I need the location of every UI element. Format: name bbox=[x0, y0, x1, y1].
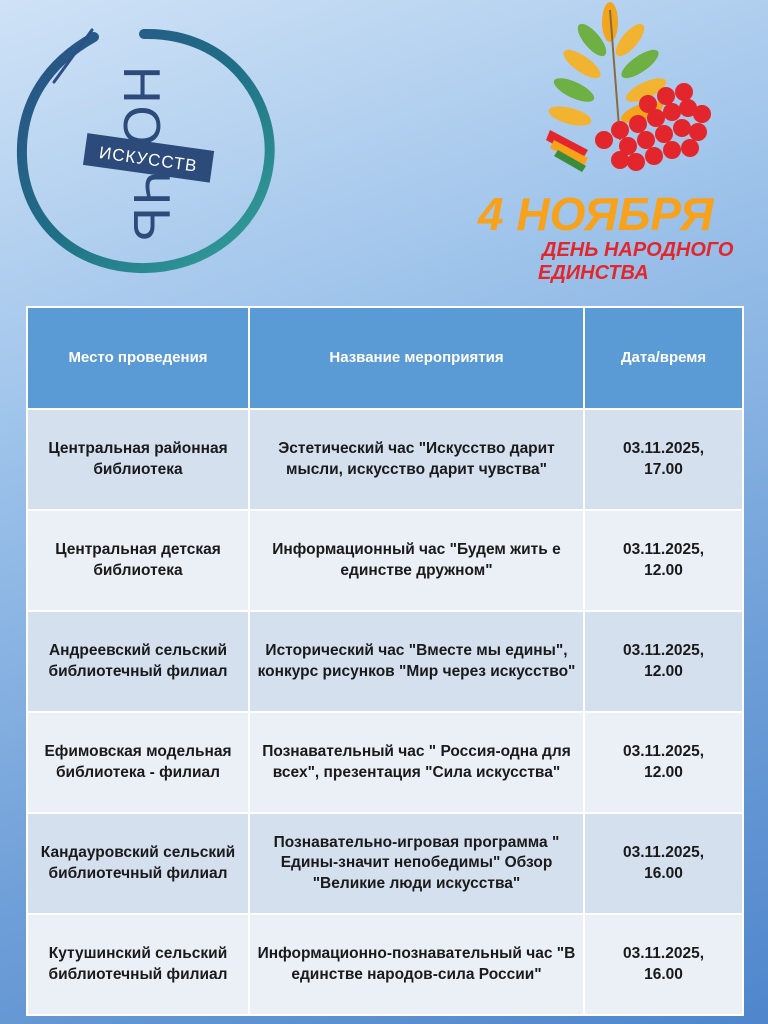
time-text: 17.00 bbox=[644, 460, 683, 478]
logo-band-text: ИСКУССТВ bbox=[97, 143, 199, 176]
table-row bbox=[27, 813, 743, 914]
datetime-cell bbox=[584, 510, 743, 611]
date-text: 03.11.2025, bbox=[622, 440, 705, 458]
table-row bbox=[27, 914, 743, 1015]
time-text: 12.00 bbox=[644, 763, 683, 781]
datetime-cell bbox=[584, 712, 743, 813]
date-text: 03.11.2025, bbox=[622, 642, 705, 660]
date-text: 03.11.2025, bbox=[622, 945, 705, 963]
venue-cell: Кутушинский сельский библиотечный филиал bbox=[27, 914, 249, 1015]
subtitle-line2: ЕДИНСТВА bbox=[538, 262, 649, 284]
events-table bbox=[26, 306, 744, 1016]
time-text: 16.00 bbox=[644, 965, 683, 983]
header-venue: Место проведения bbox=[27, 307, 249, 409]
event-cell: Познавательный час " Россия-одна для всех", презентация "Сила искусства" bbox=[249, 712, 584, 813]
table-row bbox=[27, 611, 743, 712]
rowan-berries bbox=[595, 83, 711, 171]
venue-cell: Кандауровский сельский библиотечный филиал bbox=[27, 813, 249, 914]
ribbon-icon bbox=[546, 130, 588, 172]
logo-line1: НО bbox=[112, 66, 170, 148]
date-text: 03.11.2025, bbox=[622, 541, 705, 559]
header-datetime: Дата/время bbox=[584, 307, 743, 409]
date-text: 03.11.2025, bbox=[622, 844, 705, 862]
table-header-row bbox=[27, 307, 743, 409]
datetime-cell bbox=[584, 914, 743, 1015]
header-event: Название мероприятия bbox=[249, 307, 584, 409]
datetime-cell bbox=[584, 813, 743, 914]
event-cell: Информационный час "Будем жить е единстве дружном" bbox=[249, 510, 584, 611]
events-table-wrapper bbox=[26, 306, 742, 1016]
venue-cell: Андреевский сельский библиотечный филиал bbox=[27, 611, 249, 712]
venue-cell: Центральная районная библиотека bbox=[27, 409, 249, 510]
table-row bbox=[27, 409, 743, 510]
table-row bbox=[27, 712, 743, 813]
event-cell: Познавательно-игровая программа " Едины-значит непобедимы" Обзор "Великие люди искусства" bbox=[249, 813, 584, 914]
event-cell: Исторический час "Вместе мы едины", конкурс рисунков "Мир через искусство" bbox=[249, 611, 584, 712]
datetime-cell bbox=[584, 611, 743, 712]
logo-line2: ЧЬ bbox=[122, 170, 180, 244]
event-cell: Информационно-познавательный час "В единстве народов-сила России" bbox=[249, 914, 584, 1015]
date-text: 03.11.2025, bbox=[622, 743, 705, 761]
date-title: 4 НОЯБРЯ bbox=[478, 188, 714, 240]
venue-cell: Центральная детская библиотека bbox=[27, 510, 249, 611]
time-text: 16.00 bbox=[644, 864, 683, 882]
subtitle-line1: ДЕНЬ НАРОДНОГО bbox=[542, 239, 734, 261]
table-row bbox=[27, 510, 743, 611]
venue-cell: Ефимовская модельная библиотека - филиал bbox=[27, 712, 249, 813]
unity-day-logo bbox=[470, 0, 768, 290]
datetime-cell bbox=[584, 409, 743, 510]
time-text: 12.00 bbox=[644, 561, 683, 579]
night-of-arts-logo bbox=[14, 22, 284, 282]
time-text: 12.00 bbox=[644, 662, 683, 680]
event-cell: Эстетический час "Искусство дарит мысли, искусство дарит чувства" bbox=[249, 409, 584, 510]
